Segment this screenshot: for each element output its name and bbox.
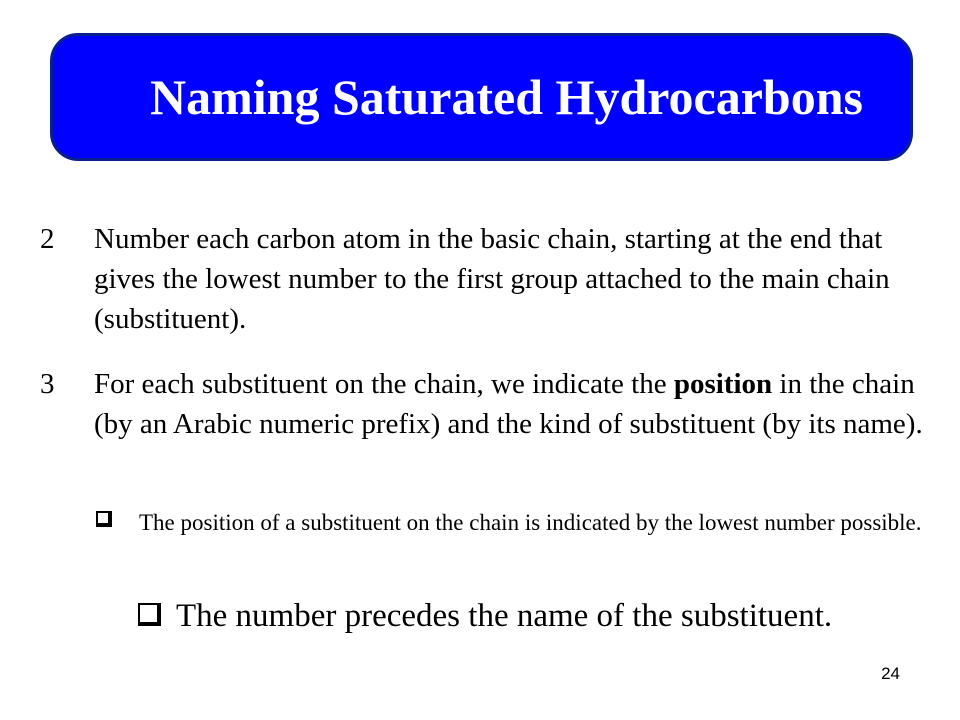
page-number: 24 xyxy=(881,664,900,683)
step-text-after: in the chain (by an Arabic numeric prefix) and the kind of substituent (by its name). xyxy=(94,368,923,440)
step-3 xyxy=(40,364,930,444)
bullet-item xyxy=(138,593,858,639)
step-number: 3 xyxy=(40,368,55,400)
bullet-item xyxy=(96,506,926,540)
bullet-text: The number precedes the name of the substituent. xyxy=(176,598,833,634)
checkbox-square-icon xyxy=(138,603,161,626)
step-text: Number each carbon atom in the basic chain, starting at the end that gives the lowest number to the first group attached to the main chain (substituent). xyxy=(94,223,890,335)
step-text-bold: position xyxy=(673,368,773,400)
checkbox-square-icon xyxy=(96,511,112,527)
step-2 xyxy=(40,219,930,339)
title-banner xyxy=(50,33,913,161)
step-text-before: For each substituent on the chain, we indicate the xyxy=(94,368,674,400)
step-text xyxy=(94,364,930,444)
bullet-text: The position of a substituent on the chain is indicated by the lowest number possible. xyxy=(139,510,922,535)
step-number: 2 xyxy=(40,223,55,255)
slide-title: Naming Saturated Hydrocarbons xyxy=(149,69,863,125)
